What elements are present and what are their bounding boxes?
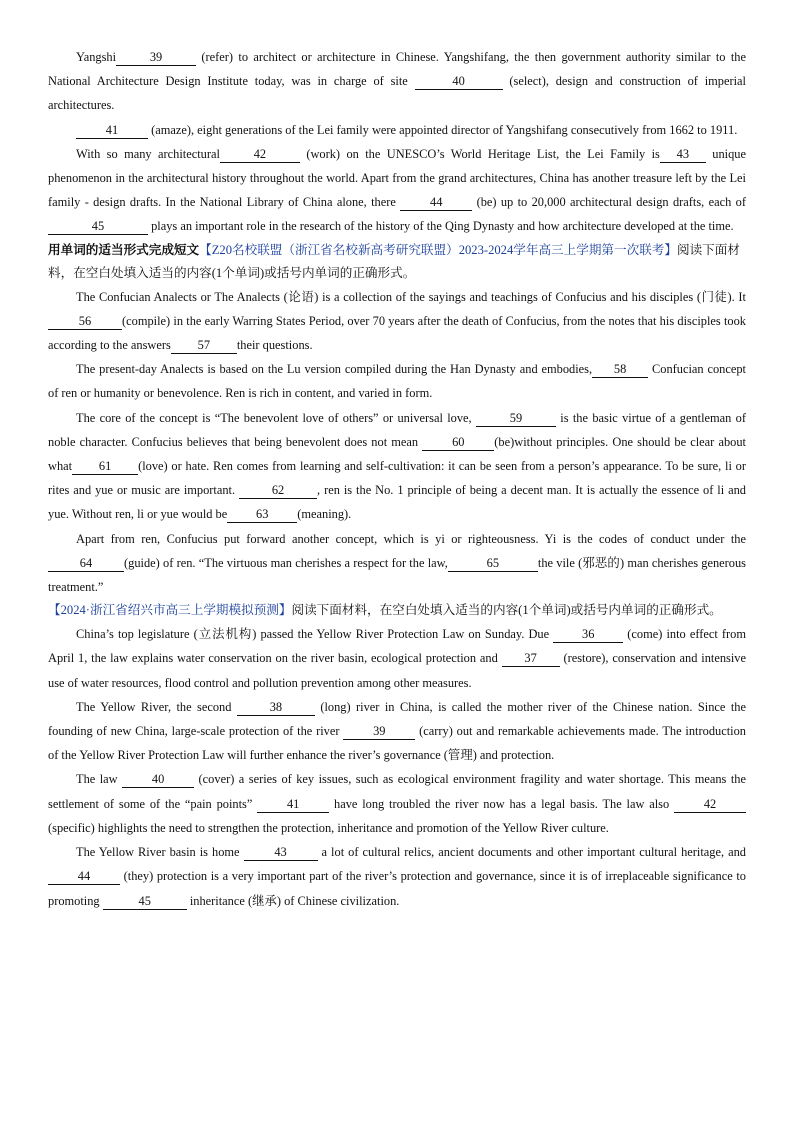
answer-blank[interactable]: 40 <box>415 73 503 90</box>
section-instruction: 阅读下面材料，在空白处填入适当的内容(1个单词)或括号内单词的正确形式。 <box>291 603 722 618</box>
answer-blank[interactable]: 43 <box>660 146 706 163</box>
paragraph <box>48 527 746 600</box>
text-run: their questions. <box>236 338 313 353</box>
text-run: is the basic virtue of a gentleman of noble character. Confucius believes that being benevolent does not mean <box>48 410 746 449</box>
text-run: (carry) out and remarkable achievements made. The introduction of the Yellow River Protection Law will further enhance the river’s governance (管理) and protection. <box>48 724 746 763</box>
text-run: China’s top legislature (立法机构) passed the Yellow River Protection Law on Sunday. Due <box>76 627 554 642</box>
answer-blank[interactable]: 63 <box>227 506 297 523</box>
text-run: (long) river in China, is called the mother river of the Chinese nation. Since the founding of new China, large-scale protection of the river <box>48 699 746 739</box>
text-run: (meaning). <box>297 507 352 522</box>
answer-blank[interactable]: 41 <box>76 122 148 139</box>
answer-blank[interactable]: 44 <box>400 194 472 211</box>
answer-blank[interactable]: 43 <box>244 844 318 861</box>
text-run: (be) up to 20,000 architectural design drafts, each of <box>472 195 746 210</box>
text-run: The Confucian Analects or The Analects (论语) is a collection of the sayings and teachings of Confucius and his disciples (门徒). It <box>76 289 746 304</box>
paragraph <box>48 357 746 405</box>
text-run: (compile) in the early Warring States Period, over 70 years after the death of Confucius, from the notes that his disciples took according to the answers <box>48 313 746 353</box>
paragraph <box>48 622 746 695</box>
text-run: The Yellow River basin is home <box>76 845 244 860</box>
section-tag: 用单词的适当形式完成短文 <box>48 242 200 257</box>
text-run: (come) into effect from April 1, the law explains water conservation on the river basin, ecological protection and <box>48 627 746 666</box>
text-run: With so many architectural <box>76 146 220 161</box>
answer-blank[interactable]: 45 <box>103 893 187 910</box>
paragraph <box>48 695 746 768</box>
text-run: (specific) highlights the need to strengthen the protection, inheritance and promotion of the Yellow River culture. <box>48 820 609 835</box>
text-run: (restore), conservation and intensive use of water resources, flood control and pollution prevention among other measures. <box>48 651 746 690</box>
text-run: (guide) of ren. “The virtuous man cherishes a respect for the law, <box>124 555 448 570</box>
text-run: , ren is the No. 1 principle of being a decent man. It is actually the essence of li and yue. Without ren, li or yue would be <box>48 483 746 522</box>
section-source: 【2024·浙江省绍兴市高三上学期模拟预测】 <box>48 603 292 618</box>
paragraph <box>48 840 746 913</box>
answer-blank[interactable]: 59 <box>476 410 556 427</box>
text-run: (they) protection is a very important part of the river’s protection and governance, since it is of irreplaceable significance to promoting <box>48 869 746 908</box>
answer-blank[interactable]: 60 <box>422 434 494 451</box>
answer-blank[interactable]: 36 <box>553 626 623 643</box>
text-run: unique phenomenon in the architectural history throughout the world. Apart from the grand architectures, China has another treasure left by the Lei family - design drafts. In the National Library of China alone, there <box>48 146 746 210</box>
answer-blank[interactable]: 41 <box>257 796 329 813</box>
answer-blank[interactable]: 61 <box>72 458 138 475</box>
text-run: (love) or hate. Ren comes from learning and self-cultivation: it can be seen from a person’s appearance. To be sure, li or rites and yue or music are important. <box>48 459 746 498</box>
answer-blank[interactable]: 37 <box>502 650 560 667</box>
text-run: (be)without principles. One should be clear about what <box>48 434 746 474</box>
text-run: (cover) a series of key issues, such as ecological environment fragility and water shortage. This means the settlement of some of the “pain points” <box>48 772 746 811</box>
answer-blank[interactable]: 65 <box>448 555 538 572</box>
text-run: (amaze), eight generations of the Lei family were appointed director of Yangshifang consecutively from 1662 to 1911. <box>148 122 738 137</box>
text-run: (work) on the UNESCO’s World Heritage List, the Lei Family is <box>299 146 660 161</box>
document-page <box>48 45 746 913</box>
text-run: (select), design and construction of imperial architectures. <box>48 74 746 113</box>
answer-blank[interactable]: 42 <box>220 146 300 163</box>
answer-blank[interactable]: 44 <box>48 868 120 885</box>
paragraph <box>48 767 746 840</box>
answer-blank[interactable]: 45 <box>48 218 148 235</box>
answer-blank[interactable]: 62 <box>239 482 317 499</box>
paragraph <box>48 406 746 527</box>
paragraph <box>48 45 746 118</box>
paragraph <box>48 142 746 239</box>
answer-blank[interactable]: 64 <box>48 555 124 572</box>
text-run: The core of the concept is “The benevolent love of others” or universal love, <box>76 410 476 425</box>
text-run: plays an important role in the research of the history of the Qing Dynasty and how architecture developed at the time. <box>148 219 734 234</box>
text-run: a lot of cultural relics, ancient documents and other important cultural heritage, and <box>317 845 746 860</box>
section-source: 【Z20名校联盟（浙江省名校新高考研究联盟）2023-2024学年高三上学期第一次联考】 <box>199 242 677 257</box>
answer-blank[interactable]: 39 <box>116 49 196 66</box>
answer-blank[interactable]: 56 <box>48 313 122 330</box>
text-run: Confucian concept of ren or humanity or benevolence. Ren is rich in content, and varied in form. <box>48 362 746 401</box>
text-run: the vile (邪恶的) man cherishes generous treatment.” <box>48 555 746 595</box>
section-instruction: 阅读下面材料，在空白处填入适当的内容(1个单词)或括号内单词的正确形式。 <box>48 242 740 280</box>
answer-blank[interactable]: 58 <box>592 361 648 378</box>
text-run: The law <box>76 772 123 787</box>
text-run: The Yellow River, the second <box>76 699 237 714</box>
answer-blank[interactable]: 40 <box>122 771 194 788</box>
text-run: Yangshi <box>76 50 117 64</box>
answer-blank[interactable]: 39 <box>343 723 415 740</box>
text-run: (refer) to architect or architecture in Chinese. Yangshifang, the then government authority similar to the National Architecture Design Institute today, was in charge of site <box>48 50 746 89</box>
text-run: The present-day Analects is based on the Lu version compiled during the Han Dynasty and embodies, <box>76 362 593 377</box>
paragraph <box>48 118 746 142</box>
section-header <box>48 599 746 622</box>
text-run: have long troubled the river now has a legal basis. The law also <box>329 796 675 811</box>
answer-blank[interactable]: 42 <box>674 796 746 813</box>
text-run: Apart from ren, Confucius put forward another concept, which is yi or righteousness. Yi is the codes of conduct under the <box>76 531 746 546</box>
paragraph <box>48 285 746 358</box>
answer-blank[interactable]: 38 <box>237 699 315 716</box>
section-header <box>48 239 746 285</box>
text-run: inheritance (继承) of Chinese civilization. <box>186 893 400 908</box>
answer-blank[interactable]: 57 <box>171 337 237 354</box>
